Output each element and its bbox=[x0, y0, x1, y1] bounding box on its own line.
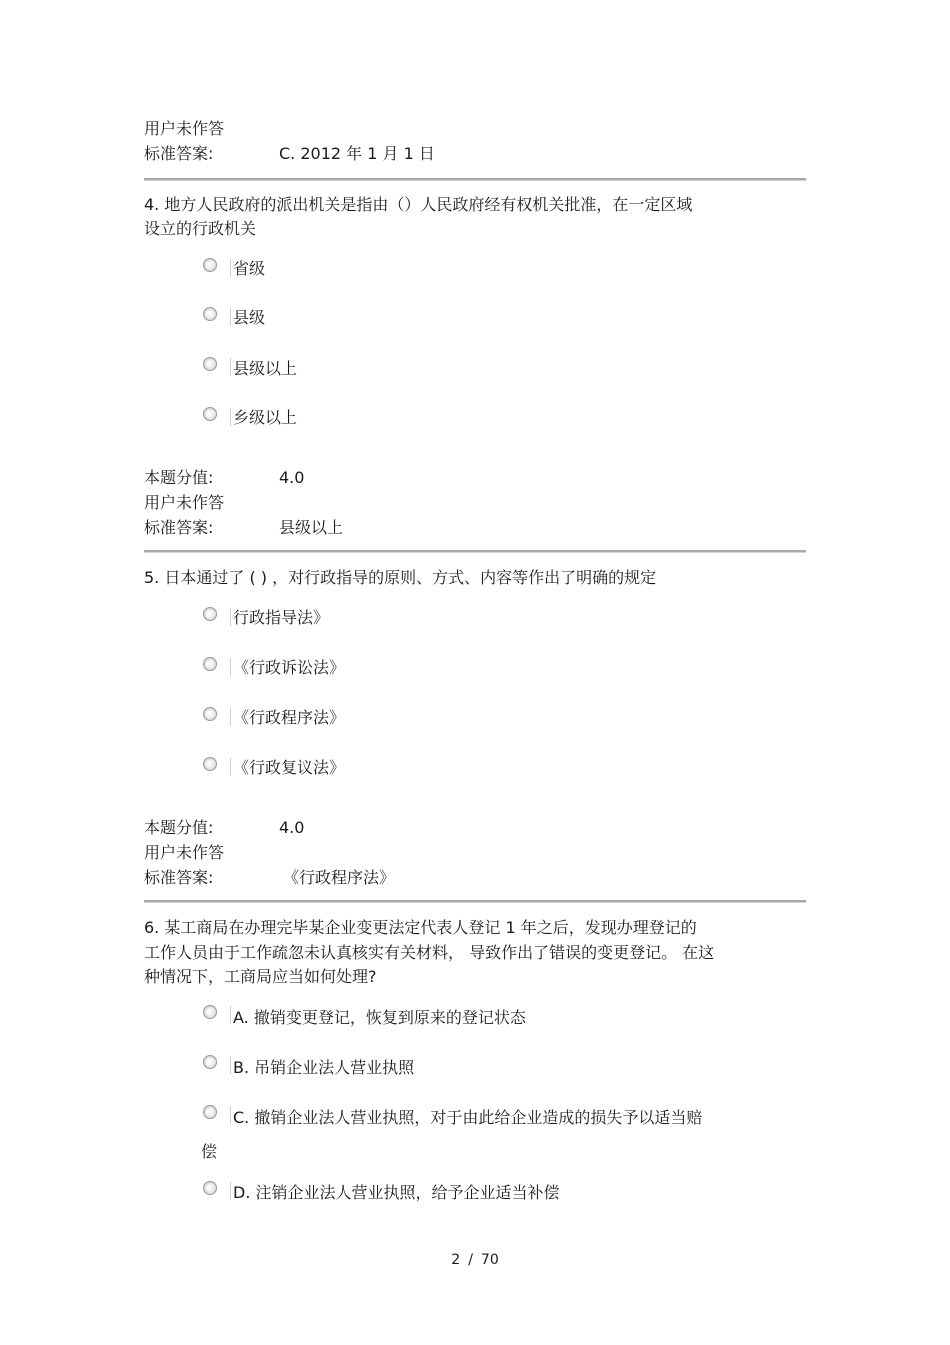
radio-option[interactable] bbox=[203, 1055, 217, 1069]
question-text: 4. 地方人民政府的派出机关是指由（）人民政府经有权机关批准，在一定区域 bbox=[144, 195, 693, 214]
page-total: 70 bbox=[480, 1252, 499, 1268]
question-text: 设立的行政机关 bbox=[144, 219, 257, 238]
option-separator bbox=[230, 658, 231, 676]
question-text: 工作人员由于工作疏忽未认真核实有关材料， 导致作出了错误的变更登记。 在这 bbox=[144, 943, 715, 962]
option-separator bbox=[230, 1056, 231, 1074]
radio-option[interactable] bbox=[203, 258, 217, 272]
option-separator bbox=[230, 1106, 231, 1124]
option-separator bbox=[230, 1006, 231, 1024]
radio-option[interactable] bbox=[203, 607, 217, 621]
question-text: 6. 某工商局在办理完毕某企业变更法定代表人登记 1 年之后，发现办理登记的 bbox=[144, 918, 697, 937]
answer-value: C. 2012 年 1 月 1 日 bbox=[279, 144, 435, 163]
option-label-wrap: 偿 bbox=[201, 1142, 218, 1161]
option-label: 行政指导法》 bbox=[233, 608, 330, 627]
option-separator bbox=[230, 259, 231, 277]
option-separator bbox=[230, 408, 231, 426]
radio-option[interactable] bbox=[203, 657, 217, 671]
option-label: 县级 bbox=[233, 308, 266, 327]
page-number: 2 bbox=[451, 1252, 461, 1268]
divider bbox=[144, 178, 806, 181]
answer-label: 标准答案: bbox=[144, 144, 214, 163]
question-text: 5. 日本通过了 ( ) ，对行政指导的原则、方式、内容等作出了明确的规定 bbox=[144, 568, 657, 587]
score-value: 4.0 bbox=[279, 468, 305, 487]
radio-option[interactable] bbox=[203, 1181, 217, 1195]
radio-option[interactable] bbox=[203, 307, 217, 321]
option-label: 《行政复议法》 bbox=[233, 758, 346, 777]
option-separator bbox=[230, 308, 231, 326]
divider bbox=[144, 900, 806, 903]
user-status: 用户未作答 bbox=[144, 119, 225, 138]
answer-label: 标准答案: bbox=[144, 868, 214, 887]
radio-option[interactable] bbox=[203, 1105, 217, 1119]
page-footer bbox=[0, 1250, 950, 1270]
option-label: 《行政诉讼法》 bbox=[233, 658, 346, 677]
option-label: 乡级以上 bbox=[233, 408, 298, 427]
option-separator bbox=[230, 708, 231, 726]
answer-value: 《行政程序法》 bbox=[283, 868, 396, 887]
user-status: 用户未作答 bbox=[144, 843, 225, 862]
page-separator: / bbox=[468, 1252, 473, 1268]
user-status: 用户未作答 bbox=[144, 493, 225, 512]
score-label: 本题分值: bbox=[144, 468, 214, 487]
radio-option[interactable] bbox=[203, 757, 217, 771]
option-separator bbox=[230, 358, 231, 376]
option-label: 省级 bbox=[233, 259, 266, 278]
divider bbox=[144, 550, 806, 553]
option-label: A. 撤销变更登记，恢复到原来的登记状态 bbox=[233, 1008, 526, 1027]
question-text: 种情况下，工商局应当如何处理? bbox=[144, 967, 377, 986]
option-label: C. 撤销企业法人营业执照，对于由此给企业造成的损失予以适当赔 bbox=[233, 1108, 703, 1127]
score-label: 本题分值: bbox=[144, 818, 214, 837]
answer-label: 标准答案: bbox=[144, 518, 214, 537]
radio-option[interactable] bbox=[203, 1005, 217, 1019]
option-label: B. 吊销企业法人营业执照 bbox=[233, 1058, 415, 1077]
score-value: 4.0 bbox=[279, 818, 305, 837]
option-separator bbox=[230, 1182, 231, 1200]
radio-option[interactable] bbox=[203, 357, 217, 371]
radio-option[interactable] bbox=[203, 707, 217, 721]
option-separator bbox=[230, 608, 231, 626]
option-separator bbox=[230, 758, 231, 776]
radio-option[interactable] bbox=[203, 407, 217, 421]
option-label: 县级以上 bbox=[233, 359, 298, 378]
option-label: 《行政程序法》 bbox=[233, 708, 346, 727]
option-label: D. 注销企业法人营业执照，给予企业适当补偿 bbox=[233, 1183, 560, 1202]
answer-value: 县级以上 bbox=[279, 518, 344, 537]
